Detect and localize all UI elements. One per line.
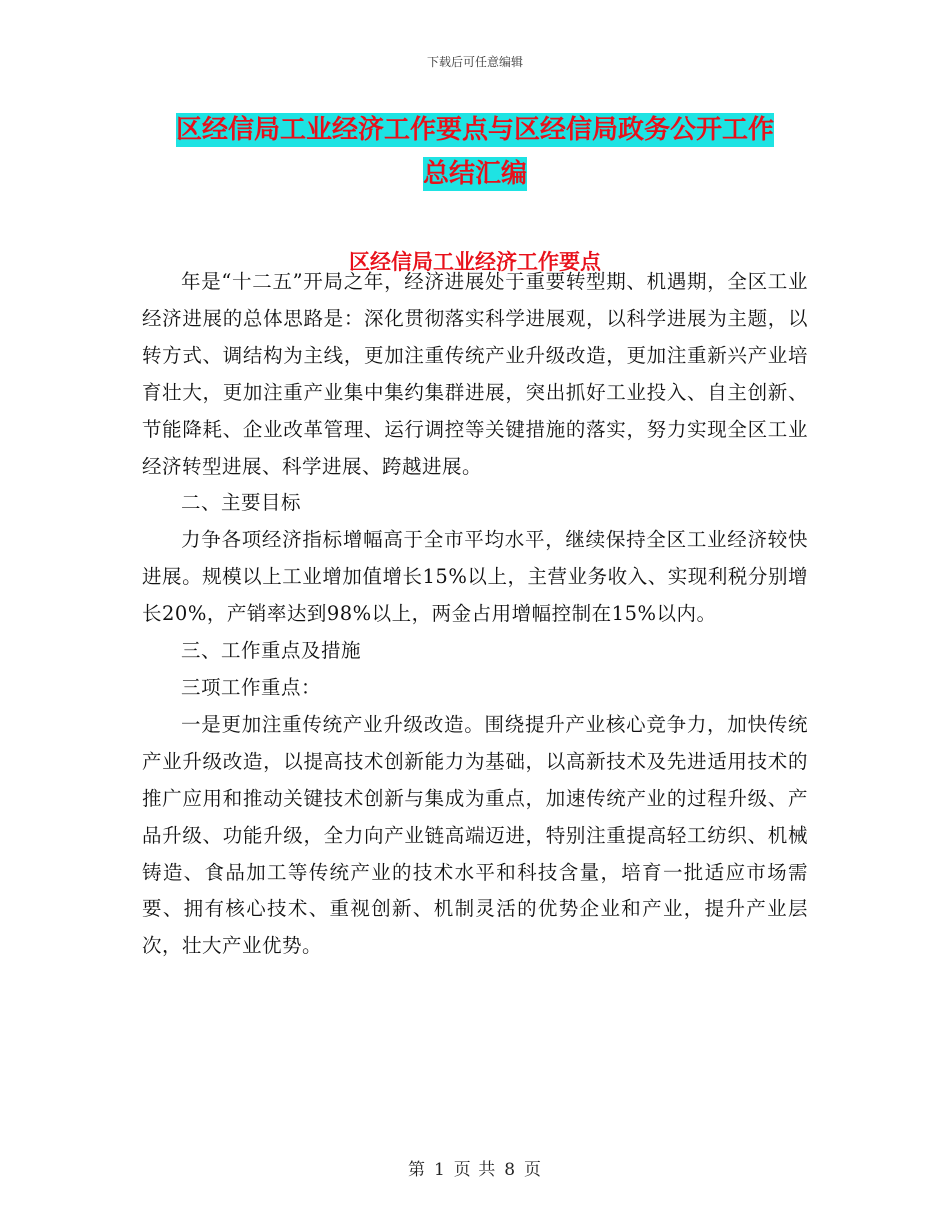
paragraph-priority-one: 一是更加注重传统产业升级改造。围绕提升产业核心竞争力，加快传统产业升级改造，以提高技术创新能力为基础，以高新技术及先进适用技术的推广应用和推动关键技术创新与集成为重点，加速传统产业的过程升级、产品升级、功能升级，全力向产业链高端迈进，特别注重提高轻工纺织、机械铸造、食品加工等传统产业的技术水平和科技含量，培育一批适应市场需要、拥有核心技术、重视创新、机制灵活的优势企业和产业，提升产业层次，壮大产业优势。 (142, 712, 808, 958)
paragraph-intro: 年是“十二五”开局之年，经济进展处于重要转型期、机遇期，全区工业经济进展的总体思路是：深化贯彻落实科学进展观，以科学进展为主题，以转方式、调结构为主线，更加注重传统产业升级改造，更加注重新兴产业培育壮大，更加注重产业集中集约集群进展，突出抓好工业投入、自主创新、节能降耗、企业改革管理、运行调控等关键措施的落实，努力实现全区工业经济转型进展、科学进展、跨越进展。 (142, 270, 808, 478)
footer-total-pages: 8 (504, 1160, 517, 1180)
document-title-line-2: 总结汇编 (422, 159, 527, 189)
document-title (140, 108, 810, 196)
heading-key-work: 三、工作重点及措施 (181, 639, 362, 663)
page-footer (0, 1155, 950, 1180)
footer-prefix: 第 (407, 1160, 426, 1180)
heading-main-goals: 二、主要目标 (181, 491, 302, 515)
header-note: 下载后可任意编辑 (426, 55, 523, 69)
document-title-line-1: 区经信局工业经济工作要点与区经信局政务公开工作 (175, 115, 774, 145)
document-body (142, 264, 808, 965)
footer-suffix: 页 (524, 1160, 543, 1180)
section-title: 区经信局工业经济工作要点 (349, 250, 601, 274)
paragraph-goals: 力争各项经济指标增幅高于全市平均水平，继续保持全区工业经济较快进展。规模以上工业增加值增长15%以上，主营业务收入、实现利税分别增长20%，产销率达到98%以上，两金占用增幅控制在15%以内。 (142, 528, 808, 626)
heading-three-priorities: 三项工作重点： (181, 675, 322, 699)
footer-mid: 页 共 (453, 1160, 497, 1180)
footer-page-number: 1 (433, 1160, 446, 1180)
